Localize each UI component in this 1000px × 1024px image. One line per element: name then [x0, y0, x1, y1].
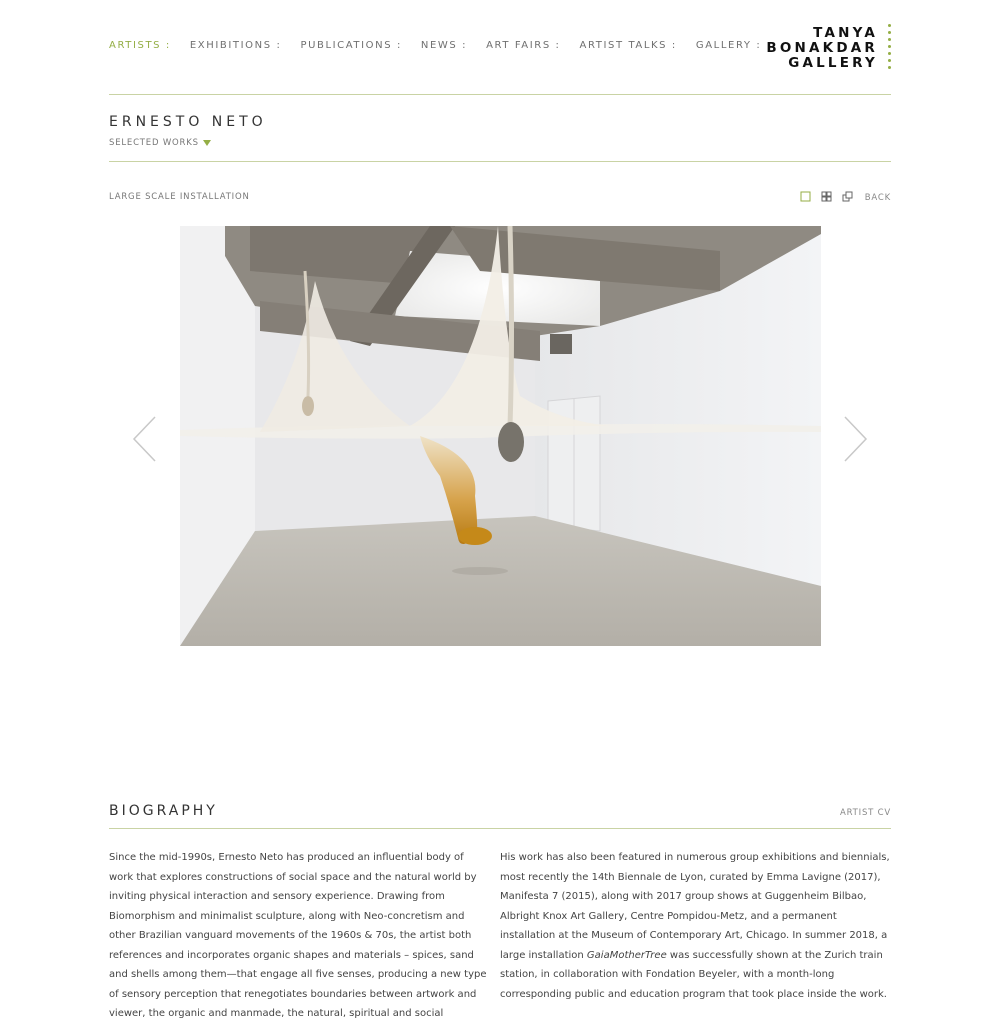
gallery-logo[interactable]: [766, 24, 891, 71]
divider: [109, 161, 891, 162]
nav-art-fairs[interactable]: ART FAIRS :: [486, 40, 561, 51]
biography-text-right: His work has also been featured in numerous group exhibitions and biennials, most recently the 14th Biennale de Lyon, curated by Emma Lavigne (2017), Manifesta 7 (2015), along with 2017 group shows at Guggenheim Bilbao, Albright Knox Art Gallery, Centre Pompidou-Metz, and a permanent installation at the Museum of Contemporary Art, Chicago. In summer 2018, a large installation GaiaMotherTree was successfully shown at the Zurich train station, in collaboration with Fondation Beyeler, with a month-long corresponding public and education program that took place inside the work.: [500, 852, 890, 1000]
chevron-left-icon[interactable]: [130, 415, 160, 463]
artist-cv-link[interactable]: ARTIST CV: [839, 808, 891, 818]
biography-heading: BIOGRAPHY: [109, 803, 218, 819]
artwork-title: GaiaMotherTree: [586, 949, 667, 961]
back-link[interactable]: BACK: [864, 193, 891, 203]
nav-artist-talks[interactable]: ARTIST TALKS :: [579, 40, 677, 51]
divider: [109, 828, 891, 829]
artist-name: ERNESTO NETO: [109, 114, 267, 130]
selected-works-dropdown[interactable]: [109, 138, 211, 148]
chevron-right-icon[interactable]: [840, 415, 870, 463]
single-view-icon[interactable]: [800, 191, 811, 202]
list-view-icon[interactable]: [842, 191, 853, 202]
divider: [109, 94, 891, 95]
nav-gallery[interactable]: GALLERY :: [695, 40, 762, 51]
nav-exhibitions[interactable]: EXHIBITIONS :: [189, 40, 282, 51]
view-controls: [800, 189, 891, 203]
nav-publications[interactable]: PUBLICATIONS :: [300, 40, 402, 51]
biography-text-left: Since the mid-1990s, Ernesto Neto has produced an influential body of work that explores constructions of social space and the natural world by inviting physical interaction and sensory experience. Drawing from Biomorphism and minimalist sculpture, along with Neo-concretism and other Brazilian vanguard movements of the 1960s & 70s, the artist both references and incorporates organic shapes and materials – spices, sand and shells among them—that engage all five senses, producing a new type of sensory perception that renegotiates boundaries between artwork and viewer, the organic and manmade, the natural, spiritual and social: [109, 852, 487, 1019]
grid-view-icon[interactable]: [821, 191, 832, 202]
work-category: LARGE SCALE INSTALLATION: [109, 192, 250, 202]
selected-works-label: SELECTED WORKS: [109, 138, 199, 148]
main-nav: [109, 40, 780, 51]
triangle-down-icon: [203, 140, 211, 146]
nav-artists[interactable]: ARTISTS :: [109, 40, 171, 51]
artwork-image[interactable]: [180, 226, 821, 646]
logo-wordmark: TANYA BONAKDAR GALLERY: [766, 25, 878, 71]
nav-news[interactable]: NEWS :: [420, 40, 468, 51]
logo-dots-icon: [888, 24, 891, 71]
